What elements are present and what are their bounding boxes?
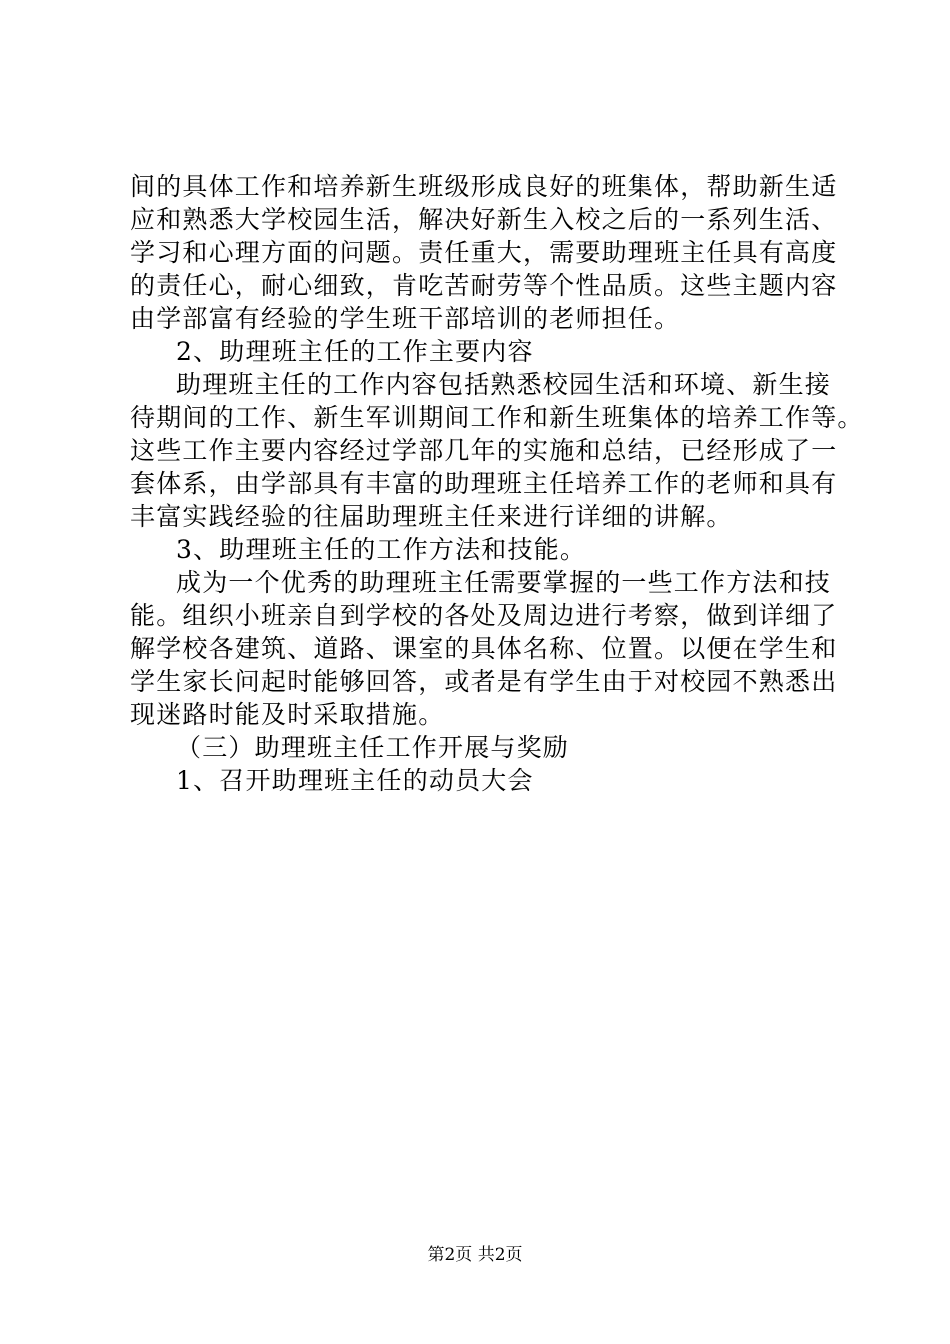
paragraph-line: 解学校各建筑、道路、课室的具体名称、位置。以便在学生和	[130, 634, 838, 663]
page-number-footer: 第2页 共2页	[427, 1245, 523, 1265]
paragraph-line: 由学部富有经验的学生班干部培训的老师担任。	[130, 304, 681, 333]
paragraph-line: 套体系，由学部具有丰富的助理班主任培养工作的老师和具有	[130, 469, 838, 498]
paragraph-line: 的责任心，耐心细致，肯吃苦耐劳等个性品质。这些主题内容	[130, 271, 838, 300]
paragraph-line: 应和熟悉大学校园生活，解决好新生入校之后的一系列生活、	[130, 205, 838, 234]
paragraph-line: 能。组织小班亲自到学校的各处及周边进行考察，做到详细了	[130, 601, 838, 630]
paragraph-line: 丰富实践经验的往届助理班主任来进行详细的讲解。	[130, 502, 733, 531]
paragraph-line: 学习和心理方面的问题。责任重大，需要助理班主任具有高度	[130, 238, 838, 267]
paragraph-line: 这些工作主要内容经过学部几年的实施和总结，已经形成了一	[130, 436, 838, 465]
paragraph-line: 助理班主任的工作内容包括熟悉校园生活和环境、新生接	[176, 370, 832, 399]
paragraph-line: 间的具体工作和培养新生班级形成良好的班集体，帮助新生适	[130, 172, 838, 201]
document-body	[130, 170, 864, 797]
paragraph-line: 待期间的工作、新生军训期间工作和新生班集体的培养工作等。	[130, 403, 864, 432]
section-heading: 1、召开助理班主任的动员大会	[176, 766, 534, 795]
paragraph-line: 成为一个优秀的助理班主任需要掌握的一些工作方法和技	[176, 568, 832, 597]
section-heading: 3、助理班主任的工作方法和技能。	[176, 535, 587, 564]
paragraph-line: 现迷路时能及时采取措施。	[130, 700, 445, 729]
section-heading: 2、助理班主任的工作主要内容	[176, 337, 534, 366]
paragraph-line: 学生家长问起时能够回答，或者是有学生由于对校园不熟悉出	[130, 667, 838, 696]
section-heading: （三）助理班主任工作开展与奖励	[176, 733, 570, 762]
